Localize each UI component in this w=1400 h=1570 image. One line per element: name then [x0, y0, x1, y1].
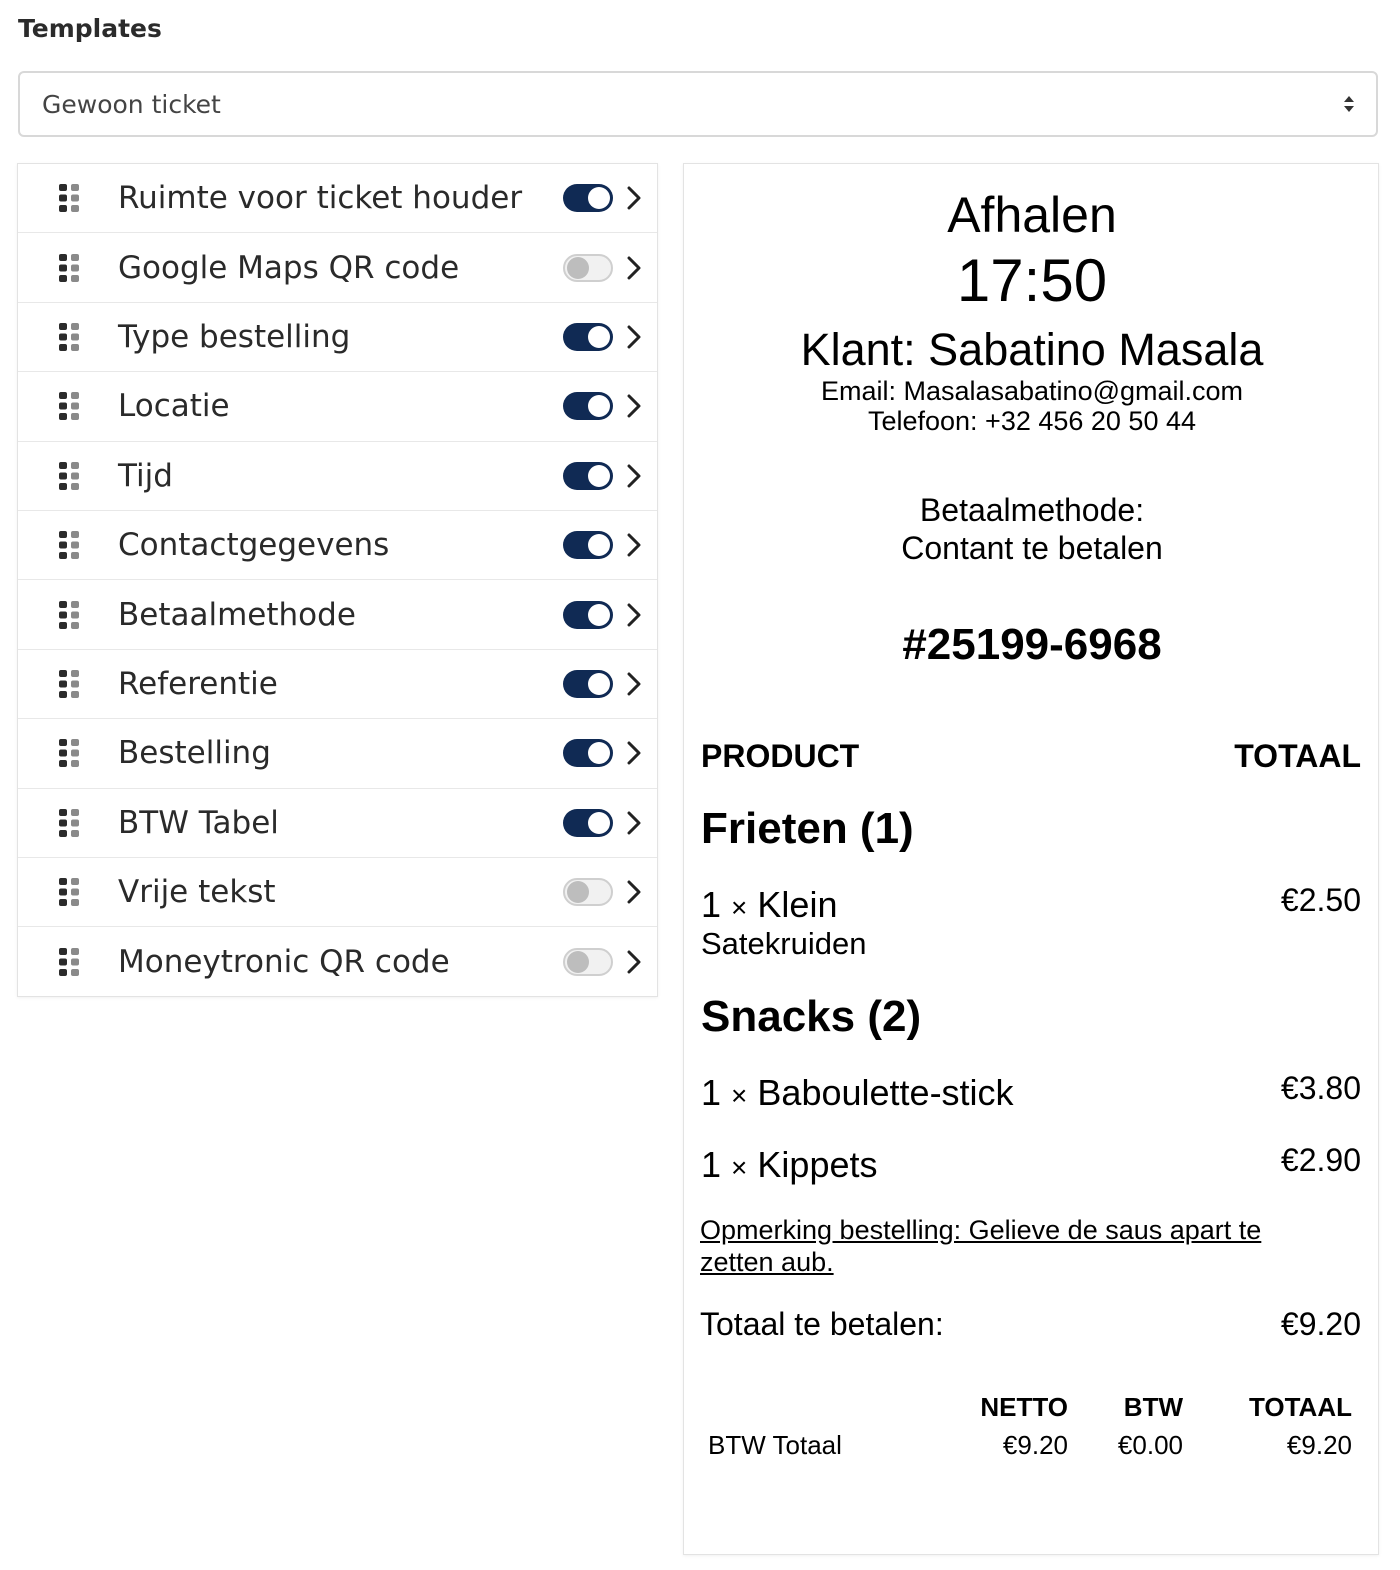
section-label: Referentie	[118, 665, 278, 702]
chevron-right-icon[interactable]	[626, 324, 642, 350]
chevron-right-icon[interactable]	[626, 255, 642, 281]
drag-handle-icon[interactable]	[58, 182, 82, 214]
section-row[interactable]	[18, 303, 657, 372]
chevron-right-icon[interactable]	[626, 810, 642, 836]
section-label: Betaalmethode	[118, 596, 356, 633]
toggle-knob	[567, 257, 589, 279]
item-name: Kippets	[757, 1144, 878, 1185]
section-label: Ruimte voor ticket houder	[118, 180, 523, 217]
section-label: Vrije tekst	[118, 874, 276, 911]
section-toggle[interactable]	[563, 392, 613, 420]
item-qty: 1	[701, 1072, 722, 1113]
receipt-header-product: PRODUCT	[701, 738, 860, 774]
item-qty: 1	[701, 884, 722, 925]
chevron-right-icon[interactable]	[626, 879, 642, 905]
template-select[interactable]	[18, 71, 1378, 137]
item-times: ×	[731, 1080, 748, 1111]
drag-handle-icon[interactable]	[58, 668, 82, 700]
template-select-value: Gewoon ticket	[42, 89, 221, 119]
section-row[interactable]	[18, 789, 657, 858]
chevron-right-icon[interactable]	[626, 602, 642, 628]
receipt-time: 17:50	[956, 247, 1108, 314]
section-row[interactable]	[18, 580, 657, 649]
chevron-right-icon[interactable]	[626, 393, 642, 419]
receipt-payment-label: Betaalmethode:	[919, 492, 1145, 528]
section-toggle[interactable]	[563, 878, 613, 906]
drag-handle-icon[interactable]	[58, 807, 82, 839]
section-toggle[interactable]	[563, 739, 613, 767]
section-row[interactable]	[18, 164, 657, 233]
section-row[interactable]	[18, 719, 657, 788]
section-row[interactable]	[18, 650, 657, 719]
toggle-knob	[588, 395, 610, 417]
drag-handle-icon[interactable]	[58, 252, 82, 284]
chevron-right-icon[interactable]	[626, 463, 642, 489]
drag-handle-icon[interactable]	[58, 599, 82, 631]
section-label: Moneytronic QR code	[118, 943, 450, 980]
item-name: Klein	[757, 884, 838, 925]
section-row[interactable]	[18, 442, 657, 511]
vat-header-totaal: TOTAAL	[1248, 1392, 1352, 1422]
vat-netto: €9.20	[1002, 1430, 1068, 1460]
item-times: ×	[731, 892, 748, 923]
toggle-knob	[588, 465, 610, 487]
receipt-item	[701, 1144, 878, 1186]
section-toggle[interactable]	[563, 809, 613, 837]
section-row[interactable]	[18, 511, 657, 580]
order-note: Opmerking bestelling: Gelieve de saus apart te zetten aub.	[700, 1215, 1262, 1277]
receipt-customer: Klant: Sabatino Masala	[800, 324, 1264, 375]
section-label: Tijd	[118, 457, 173, 494]
section-toggle[interactable]	[563, 601, 613, 629]
vat-header-netto: NETTO	[980, 1392, 1068, 1422]
receipt-category: Frieten (1)	[701, 804, 914, 853]
drag-handle-icon[interactable]	[58, 390, 82, 422]
receipt-item	[701, 884, 837, 926]
item-times: ×	[731, 1152, 748, 1183]
vat-header-btw: BTW	[1123, 1392, 1183, 1422]
drag-handle-icon[interactable]	[58, 460, 82, 492]
section-row[interactable]	[18, 858, 657, 927]
section-toggle[interactable]	[563, 254, 613, 282]
section-row[interactable]	[18, 372, 657, 441]
section-toggle[interactable]	[563, 531, 613, 559]
item-modifier: Satekruiden	[701, 926, 867, 961]
toggle-knob	[588, 604, 610, 626]
item-name: Baboulette-stick	[757, 1072, 1014, 1113]
section-row[interactable]	[18, 233, 657, 302]
receipt-payment-value: Contant te betalen	[901, 530, 1163, 566]
receipt-item	[701, 1072, 1014, 1114]
toggle-knob	[567, 881, 589, 903]
total-label: Totaal te betalen:	[700, 1306, 944, 1342]
toggle-knob	[588, 534, 610, 556]
vat-row-label: BTW Totaal	[708, 1430, 842, 1460]
item-qty: 1	[701, 1144, 722, 1185]
toggle-knob	[588, 326, 610, 348]
receipt-order-number: #25199-6968	[902, 620, 1162, 669]
section-label: Locatie	[118, 388, 230, 425]
section-row[interactable]	[18, 927, 657, 996]
receipt-header-total: TOTAAL	[1234, 738, 1361, 774]
chevron-right-icon[interactable]	[626, 671, 642, 697]
toggle-knob	[567, 951, 589, 973]
drag-handle-icon[interactable]	[58, 876, 82, 908]
item-price: €3.80	[1280, 1070, 1361, 1106]
chevron-right-icon[interactable]	[626, 949, 642, 975]
section-toggle[interactable]	[563, 948, 613, 976]
receipt-order-type: Afhalen	[947, 187, 1117, 243]
select-arrows-icon	[1342, 93, 1356, 115]
receipt-category: Snacks (2)	[701, 992, 922, 1041]
item-price: €2.90	[1280, 1142, 1361, 1178]
section-toggle[interactable]	[563, 323, 613, 351]
chevron-right-icon[interactable]	[626, 740, 642, 766]
toggle-knob	[588, 187, 610, 209]
section-toggle[interactable]	[563, 462, 613, 490]
chevron-right-icon[interactable]	[626, 532, 642, 558]
toggle-knob	[588, 812, 610, 834]
section-toggle[interactable]	[563, 670, 613, 698]
item-price: €2.50	[1280, 882, 1361, 918]
section-label: Contactgegevens	[118, 527, 390, 564]
drag-handle-icon[interactable]	[58, 946, 82, 978]
templates-label: Templates	[18, 14, 162, 43]
drag-handle-icon[interactable]	[58, 529, 82, 561]
total-value: €9.20	[1280, 1306, 1361, 1342]
section-label: Google Maps QR code	[118, 249, 460, 286]
toggle-knob	[588, 673, 610, 695]
chevron-right-icon[interactable]	[626, 185, 642, 211]
receipt-email: Email: Masalasabatino@gmail.com	[820, 376, 1244, 406]
receipt-preview	[683, 163, 1379, 1555]
receipt-phone: Telefoon: +32 456 20 50 44	[867, 406, 1197, 436]
section-label: Type bestelling	[118, 318, 351, 355]
vat-btw: €0.00	[1117, 1430, 1183, 1460]
section-label: BTW Tabel	[118, 804, 279, 841]
vat-totaal: €9.20	[1286, 1430, 1352, 1460]
ticket-sections-list	[17, 163, 658, 997]
drag-handle-icon[interactable]	[58, 321, 82, 353]
section-toggle[interactable]	[563, 184, 613, 212]
drag-handle-icon[interactable]	[58, 737, 82, 769]
section-label: Bestelling	[118, 735, 271, 772]
toggle-knob	[588, 742, 610, 764]
